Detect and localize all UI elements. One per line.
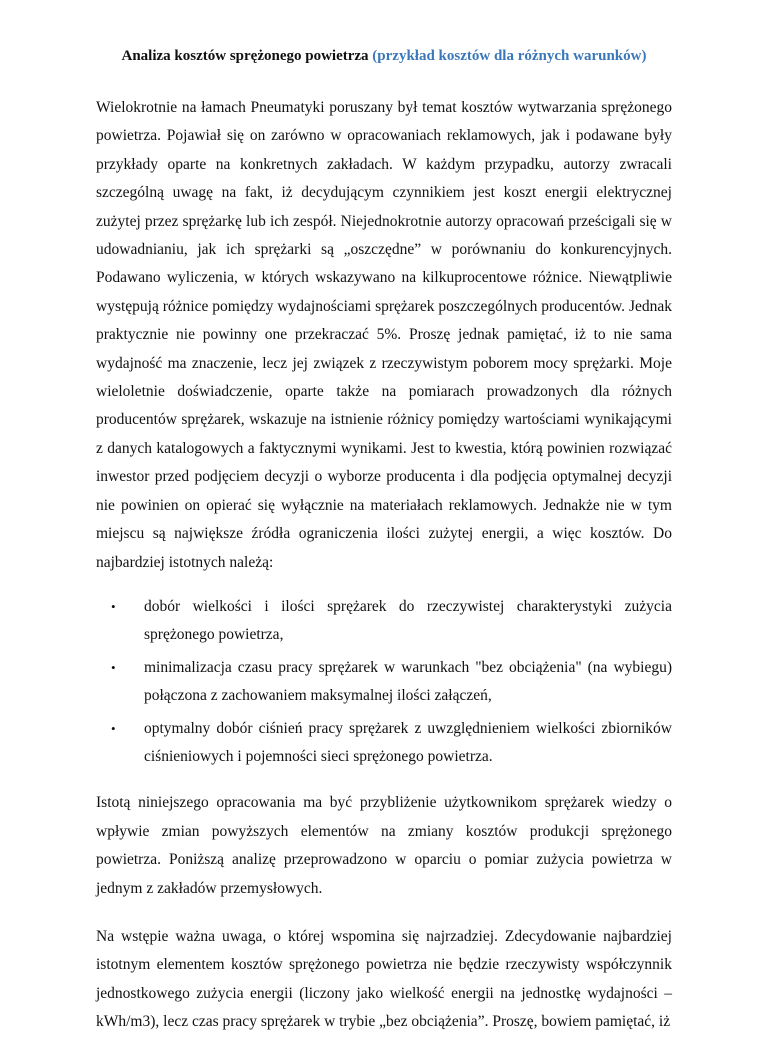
list-item [96, 593, 672, 650]
bullet-list [96, 593, 672, 771]
bullet-icon: • [111, 659, 116, 675]
document-title [96, 46, 672, 66]
title-main: Analiza kosztów sprężonego powietrza [121, 48, 369, 64]
document-page [96, 46, 672, 1037]
list-item-text: dobór wielkości i ilości sprężarek do rzeczywistej charakterystyki zużycia sprężonego powietrza, [144, 597, 672, 644]
paragraph-note: Na wstępie ważna uwaga, o której wspomina się najrzadziej. Zdecydowanie najbardziej istotnym elementem kosztów sprężonego powietrza nie będzie rzeczywisty współczynnik jednostkowego zużycia energii (liczony jako wielkość energii na jednostkę wydajności – kWh/m3), lecz czas pracy sprężarek w trybie „bez obciążenia”. Proszę, bowiem pamiętać, iż [96, 927, 672, 1031]
list-item-text: minimalizacja czasu pracy sprężarek w warunkach "bez obciążenia" (na wybiegu) połączona z zachowaniem maksymalnej ilości załączeń, [144, 658, 672, 705]
list-item-text: optymalny dobór ciśnień pracy sprężarek z uwzględnieniem wielkości zbiorników ciśnieniowych i pojemności sieci sprężonego powietrza. [144, 719, 672, 765]
paragraph-intro: Wielokrotnie na łamach Pneumatyki poruszany był temat kosztów wytwarzania sprężonego powietrza. Pojawiał się on zarówno w opracowaniach reklamowych, jak i podawane były przykłady oparte na konkretnych zakładach. W każdym przypadku, autorzy zwracali szczególną uwagę na fakt, iż decydującym czynnikiem jest koszt energii elektrycznej zużytej przez sprężarkę lub ich zespół. Niejednokrotnie autorzy opracowań prześcigali się w udowadnianiu, jak ich sprężarki są „oszczędne” w porównaniu do konkurencyjnych. Podawano wyliczenia, w których wskazywano na kilkuprocentowe różnice. Niewątpliwie występują różnice pomiędzy wydajnościami sprężarek poszczególnych producentów. Jednak praktycznie nie powinny one przekraczać 5%. Proszę jednak pamiętać, iż to nie sama wydajność ma znaczenie, lecz jej związek z rzeczywistym poborem mocy sprężarki. Moje wieloletnie doświadczenie, oparte także na pomiarach prowadzonych dla różnych producentów sprężarek, wskazuje na istnienie różnicy pomiędzy wartościami wynikającymi z danych katalogowych a faktycznymi wynikami. Jest to kwestia, którą powinien rozwiązać inwestor przed podjęciem decyzji o wyborze producenta i dla podjęcia optymalnej decyzji nie powinien on opierać się wyłącznie na materiałach reklamowych. Jednakże nie w tym miejscu są największe źródła ograniczenia ilości zużytej energii, a więc kosztów. Do najbardziej istotnych należą: [96, 99, 672, 571]
list-item [96, 654, 672, 711]
paragraph-purpose: Istotą niniejszego opracowania ma być przybliżenie użytkownikom sprężarek wiedzy o wpływie zmian powyższych elementów na zmiany kosztów produkcji sprężonego powietrza. Poniższą analizę przeprowadzono w oparciu o pomiar zużycia powietrza w jednym z zakładów przemysłowych. [96, 794, 672, 897]
list-item [96, 715, 672, 772]
title-subtitle: (przykład kosztów dla różnych warunków) [372, 48, 647, 64]
bullet-icon: • [111, 720, 116, 736]
bullet-icon: • [111, 598, 116, 614]
